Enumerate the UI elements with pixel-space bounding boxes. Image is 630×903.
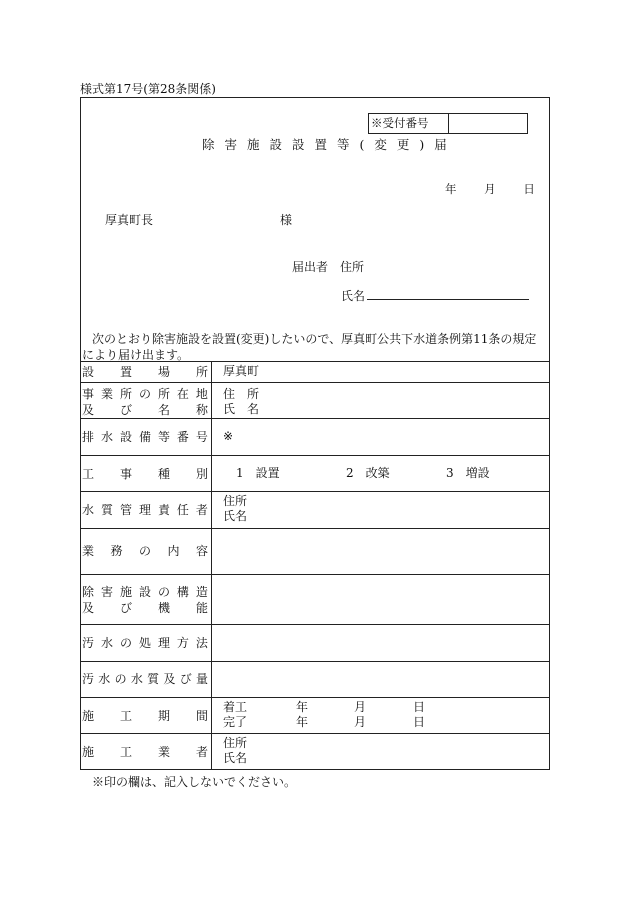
period-end-month[interactable]: 月 (354, 715, 367, 729)
date-day: 日 (523, 182, 535, 196)
label-text: 業 務 の 内 容 (82, 544, 208, 558)
label-location (82, 364, 208, 380)
value-location[interactable]: 厚真町 (223, 364, 260, 378)
label-structure (82, 584, 208, 616)
intro-text: 次のとおり除害施設を設置(変更)したいので、厚真町公共下水道条例第11条の規定により届け出ます。 (82, 332, 537, 362)
applicant-name-row (341, 287, 529, 304)
label-quality (82, 671, 208, 687)
form-number: 様式第17号(第28条関係) (80, 82, 216, 96)
label-water-manager (82, 502, 208, 518)
table-rule (80, 528, 550, 529)
label-text: 工 事 種 別 (82, 467, 208, 481)
label-treatment (82, 635, 208, 651)
option-install[interactable]: 1 設置 (236, 466, 280, 480)
period-end-label: 完了 (223, 715, 248, 729)
label-text: 汚 水 の 水 質 及 び 量 (82, 672, 208, 686)
period-start-year[interactable]: 年 (296, 700, 309, 714)
label-text: 汚 水 の 処 理 方 法 (82, 636, 208, 650)
label-text: 水 質 管 理 責 任 者 (82, 503, 208, 517)
label-contractor (82, 744, 208, 760)
value-office[interactable] (223, 387, 259, 417)
label-drainage-number (82, 429, 208, 445)
receipt-number-label: ※受付番号 (369, 114, 449, 133)
option-expand[interactable]: 3 増設 (446, 466, 490, 480)
document-title: 除害施設設置等(変更)届 (202, 137, 457, 152)
value-drainage-number[interactable]: ※ (223, 429, 234, 443)
manager-name-label: 氏名 (223, 509, 248, 523)
label-text: 設 置 場 所 (82, 365, 208, 379)
period-start-day[interactable]: 日 (413, 700, 426, 714)
applicant-name-line[interactable] (367, 287, 529, 300)
value-water-manager[interactable] (223, 494, 247, 524)
contractor-address-label: 住所 (223, 736, 248, 750)
table-rule (80, 574, 550, 575)
period-start-label: 着工 (223, 700, 248, 714)
label-business (82, 543, 208, 559)
manager-address-label: 住所 (223, 494, 248, 508)
table-column-divider (211, 361, 212, 770)
date-month: 月 (484, 182, 496, 196)
period-end-day[interactable]: 日 (413, 715, 426, 729)
period-start-month[interactable]: 月 (354, 700, 367, 714)
applicant-address-label: 届出者 住所 (292, 260, 365, 274)
receipt-number-field[interactable] (449, 114, 527, 133)
date-line (445, 181, 535, 197)
date-year: 年 (445, 182, 457, 196)
table-rule (80, 661, 550, 662)
label-text: 及 び 機 能 (82, 601, 208, 615)
option-renovate[interactable]: 2 改築 (346, 466, 390, 480)
label-work-type (82, 466, 208, 482)
label-text: 排 水 設 備 等 番 号 (82, 430, 208, 444)
period-end-year[interactable]: 年 (296, 715, 309, 729)
table-rule (80, 733, 550, 734)
footnote: ※印の欄は、記入しないでください。 (92, 775, 297, 789)
table-rule (80, 382, 550, 383)
label-text: 除 害 施 設 の 構 造 (82, 585, 208, 599)
office-name-label: 氏 名 (223, 402, 260, 416)
table-rule (80, 418, 550, 419)
table-rule (80, 624, 550, 625)
table-rule (80, 697, 550, 698)
label-text: 事 業 所 の 所 在 地 (82, 387, 208, 401)
label-text: 施 工 期 間 (82, 709, 208, 723)
honorific: 様 (280, 213, 293, 227)
table-rule (80, 491, 550, 492)
office-address-label: 住 所 (223, 387, 260, 401)
label-office (82, 386, 208, 418)
applicant-name-label: 氏名 (341, 289, 366, 303)
contractor-name-label: 氏名 (223, 751, 248, 765)
addressee: 厚真町長 (105, 213, 154, 227)
label-text: 施 工 業 者 (82, 745, 208, 759)
label-text: 及 び 名 称 (82, 403, 208, 417)
receipt-number-box (368, 113, 528, 134)
table-rule (80, 361, 550, 362)
label-period (82, 708, 208, 724)
table-rule (80, 455, 550, 456)
value-contractor[interactable] (223, 736, 247, 766)
